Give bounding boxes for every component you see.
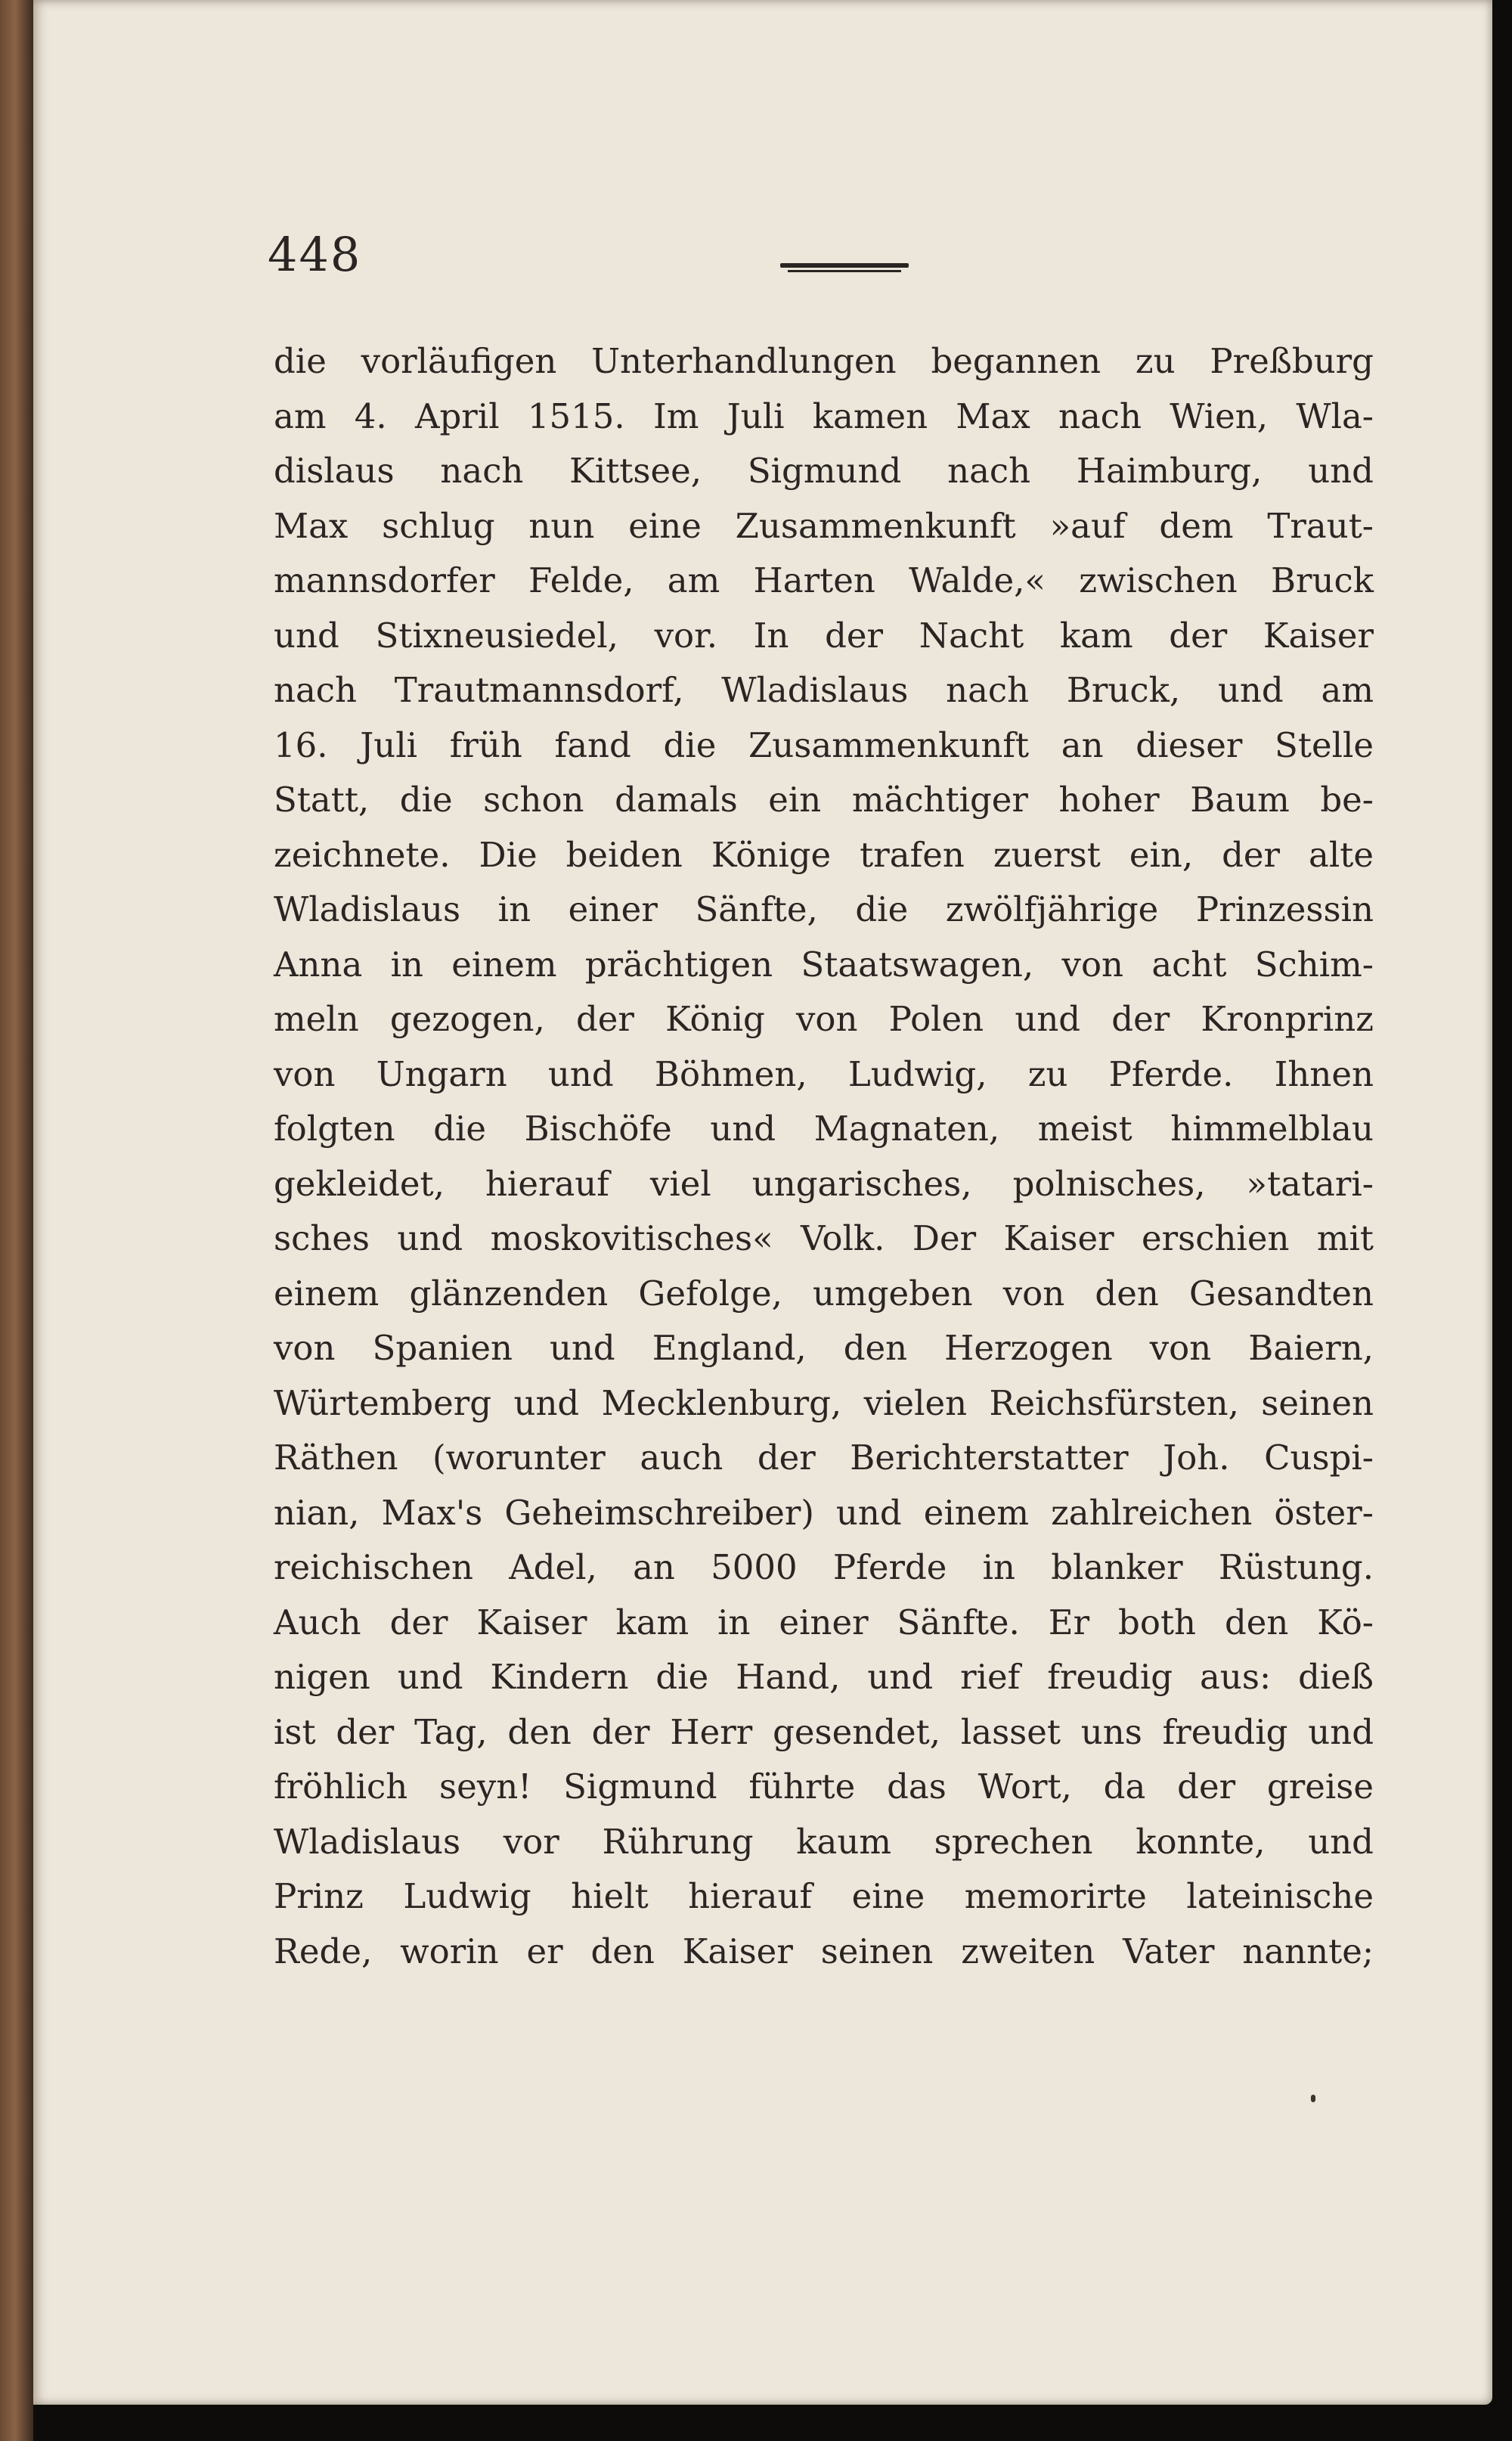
text-line: meln gezogen, der König von Polen und der Kronprinz [274,999,1374,1039]
text-line: nigen und Kindern die Hand, und rief freudig aus: dieß [274,1657,1374,1697]
page-number: 448 [268,227,362,282]
text-line: fröhlich seyn! Sigmund führte das Wort, da der greise [274,1766,1374,1807]
text-line: folgten die Bischöfe und Magnaten, meist himmelblau [274,1109,1374,1149]
text-line: von Ungarn und Böhmen, Ludwig, zu Pferde. Ihnen [274,1053,1374,1094]
text-line: nach Trautmannsdorf, Wladislaus nach Bruck, und am [274,670,1374,710]
text-line: Anna in einem prächtigen Staatswagen, von acht Schim- [274,944,1374,985]
text-line: sches und moskovitisches« Volk. Der Kaiser erschien mit [274,1218,1374,1258]
text-line: mannsdorfer Felde, am Harten Walde,« zwischen Bruck [274,560,1374,600]
text-line: Wladislaus in einer Sänfte, die zwölfjährige Prinzessin [274,889,1374,929]
text-line: ist der Tag, den der Herr gesendet, lasset uns freudig und [274,1711,1374,1752]
text-line: 16. Juli früh fand die Zusammenkunft an dieser Stelle [274,724,1374,765]
body-text [274,334,1374,1979]
text-line: reichischen Adel, an 5000 Pferde in blanker Rüstung. [274,1547,1374,1587]
text-line: am 4. April 1515. Im Juli kamen Max nach Wien, Wla- [274,395,1374,436]
text-line: Rede, worin er den Kaiser seinen zweiten Vater nannte; [274,1931,1374,1971]
text-line: die vorläufigen Unterhandlungen begannen zu Preßburg [274,341,1374,381]
text-line: Räthen (worunter auch der Berichterstatter Joh. Cuspi- [274,1438,1374,1478]
text-line: nian, Max's Geheimschreiber) und einem zahlreichen öster- [274,1492,1374,1533]
text-line: einem glänzenden Gefolge, umgeben von den Gesandten [274,1273,1374,1314]
book-spine-edge [0,0,33,2441]
text-line: Auch der Kaiser kam in einer Sänfte. Er both den Kö- [274,1602,1374,1642]
text-line: dislaus nach Kittsee, Sigmund nach Haimburg, und [274,451,1374,491]
header-rule-thin [788,270,901,272]
book-page [33,0,1492,2405]
text-line: Max schlug nun eine Zusammenkunft »auf dem Traut- [274,505,1374,546]
text-line: Würtemberg und Mecklenburg, vielen Reichsfürsten, seinen [274,1382,1374,1423]
header-rule-thick [780,263,909,268]
paper-speck [1311,2095,1315,2102]
text-line: gekleidet, hierauf viel ungarisches, polnisches, »tatari- [274,1163,1374,1204]
header-rule-ornament [780,263,909,274]
text-line: Prinz Ludwig hielt hierauf eine memorirte lateinische [274,1876,1374,1916]
text-line: und Stixneusiedel, vor. In der Nacht kam der Kaiser [274,615,1374,656]
text-line: Statt, die schon damals ein mächtiger hoher Baum be- [274,780,1374,820]
text-line: von Spanien und England, den Herzogen von Baiern, [274,1328,1374,1368]
text-line: zeichnete. Die beiden Könige trafen zuerst ein, der alte [274,834,1374,875]
text-line: Wladislaus vor Rührung kaum sprechen konnte, und [274,1821,1374,1862]
